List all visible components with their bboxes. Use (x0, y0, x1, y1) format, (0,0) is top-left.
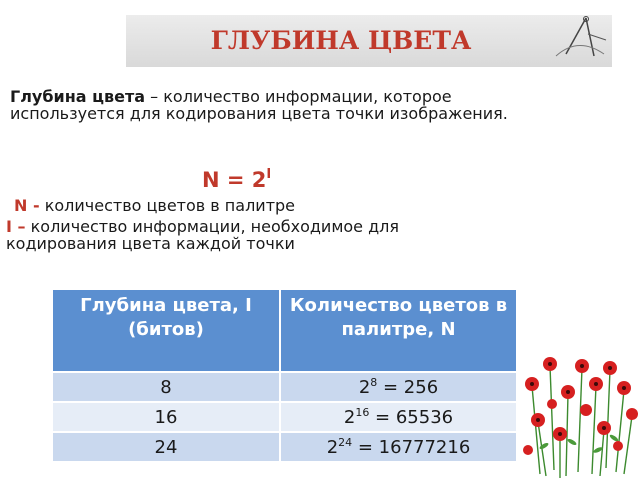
legend-i-symbol: I – (6, 217, 26, 236)
slide-title: ГЛУБИНА ЦВЕТА (210, 26, 472, 55)
table-row (52, 402, 517, 432)
table-row (52, 372, 517, 402)
formula-exponent: I (266, 167, 272, 182)
formula (202, 168, 271, 192)
cell-bits: 16 (52, 402, 280, 432)
table-header-bits: Глубина цвета, I (битов) (52, 289, 280, 372)
definition-text: – количество информации, которое используется для кодирования цвета точки изображения. (10, 87, 508, 123)
definition-term: Глубина цвета (10, 87, 146, 106)
legend-i (6, 218, 506, 252)
poppies-illustration (516, 346, 640, 480)
legend-n-text: количество цветов в палитре (39, 196, 296, 215)
color-depth-table (51, 288, 518, 463)
cell-bits: 24 (52, 432, 280, 462)
legend-n (14, 196, 295, 215)
cell-colors: $2^8 = 256$ (280, 372, 517, 402)
table-header-colors: Количество цветов в палитре, N (280, 289, 517, 372)
legend-i-text: количество информации, необходимое для кодирования цвета каждой точки (6, 217, 400, 253)
formula-base: N = 2 (202, 168, 267, 192)
legend-n-symbol: N - (14, 196, 40, 215)
title-bar (126, 15, 612, 67)
definition-paragraph (10, 88, 530, 122)
cell-bits: 8 (52, 372, 280, 402)
table-row (52, 432, 517, 462)
cell-colors: $2^{16} = 65536$ (280, 402, 517, 432)
compass-icon (548, 14, 612, 70)
cell-colors: $2^{24} = 16777216$ (280, 432, 517, 462)
